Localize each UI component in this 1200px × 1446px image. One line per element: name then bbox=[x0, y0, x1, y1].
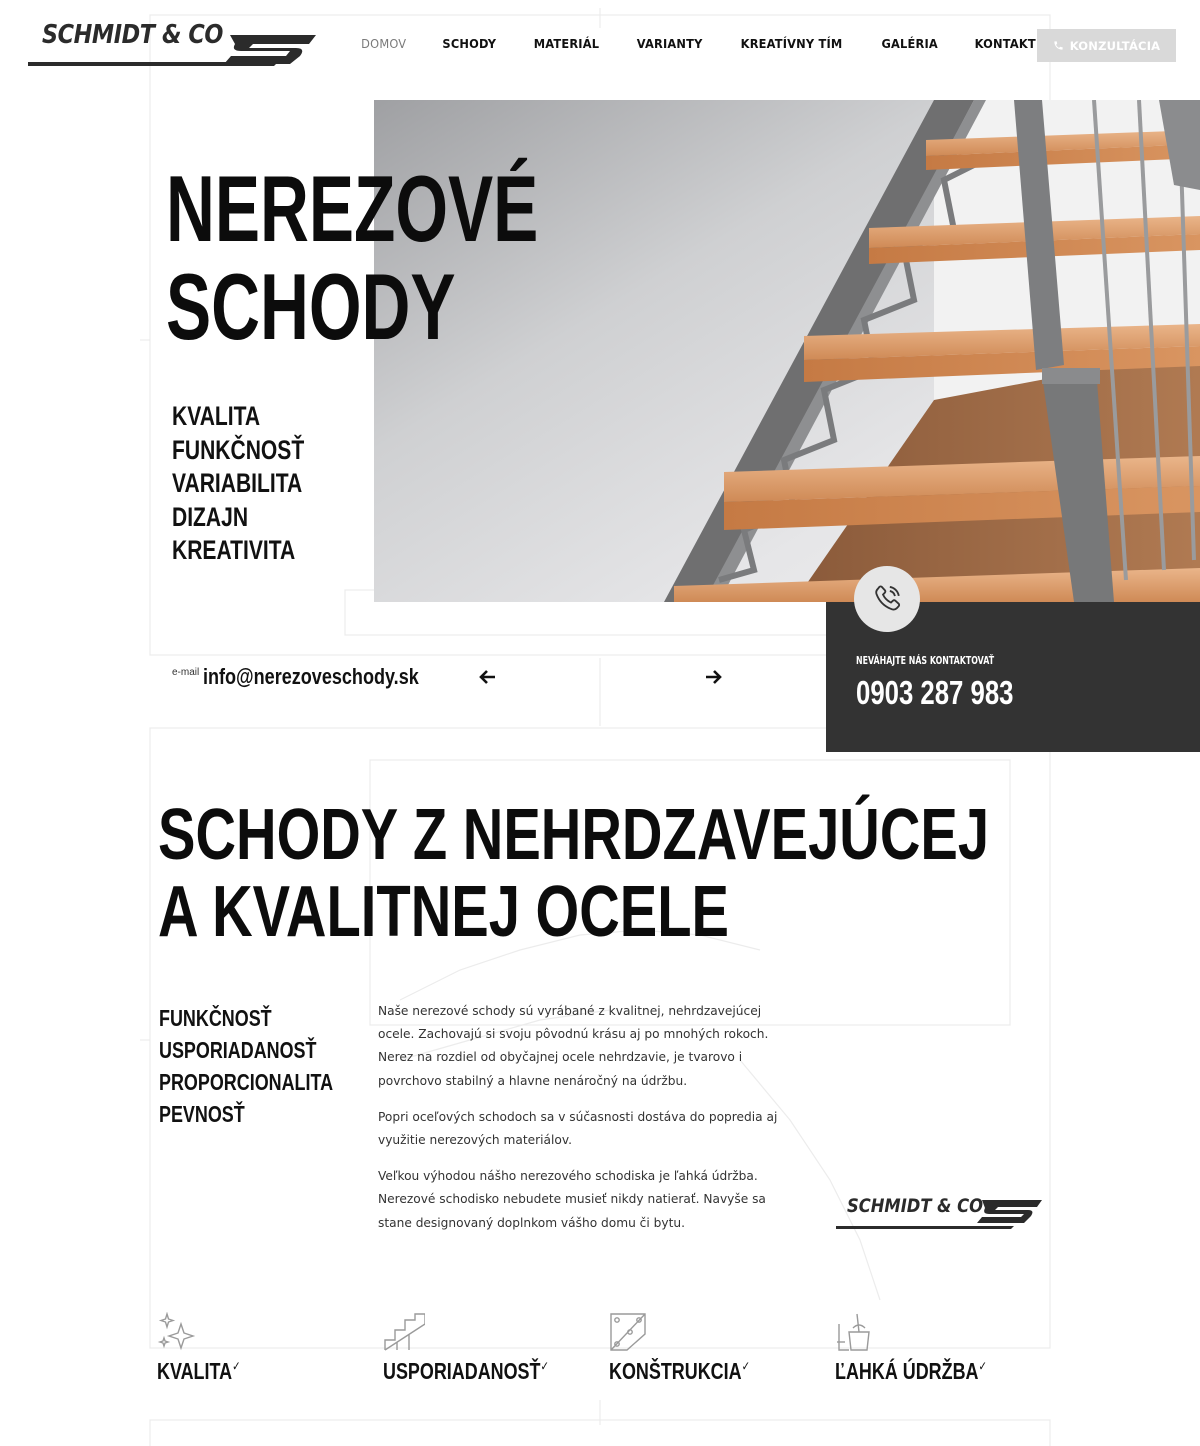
nav-item-schody[interactable]: SCHODY bbox=[442, 37, 497, 51]
nav-item-kreativny-tim[interactable]: KREATÍVNY TÍM bbox=[741, 37, 843, 51]
sparkles-icon bbox=[157, 1312, 199, 1352]
nav-item-galeria[interactable]: GALÉRIA bbox=[880, 37, 938, 51]
hero-feature-item: VARIABILITA bbox=[172, 468, 303, 498]
feature-konstrukcia bbox=[609, 1312, 809, 1392]
contact-phone-link[interactable]: 0903 287 983 bbox=[856, 674, 1014, 711]
hero-feature-item: KREATIVITA bbox=[172, 535, 296, 565]
konzultacia-label: KONZULTÁCIA bbox=[1069, 38, 1161, 53]
section-logo-text: SCHMIDT & CO bbox=[847, 1195, 984, 1217]
phone-icon bbox=[1053, 40, 1064, 51]
email-row bbox=[172, 664, 466, 690]
section-title-line1: SCHODY Z NEHRDZAVEJÚCEJ bbox=[158, 795, 990, 875]
section-body bbox=[378, 1000, 798, 1248]
email-link[interactable]: info@nerezoveschody.sk bbox=[203, 664, 419, 689]
konzultacia-button[interactable] bbox=[1037, 29, 1176, 62]
section-feature-item: PROPORCIONALITA bbox=[159, 1069, 334, 1095]
nav-item-material[interactable]: MATERIÁL bbox=[533, 37, 600, 51]
section-paragraph: Veľkou výhodou nášho nerezového schodiska je ľahká údržba. Nerezové schodisko nebudete musieť nikdy natierať. Navyše sa stane designovaný doplnkom vášho domu či bytu. bbox=[378, 1169, 766, 1230]
hero-title bbox=[166, 156, 539, 359]
phone-circle-button[interactable] bbox=[854, 566, 920, 632]
feature-label-text: KONŠTRUKCIA bbox=[609, 1358, 742, 1384]
arrow-left-icon[interactable] bbox=[478, 667, 498, 687]
hero-feature-item: DIZAJN bbox=[172, 501, 249, 532]
section-feature-item: USPORIADANOSŤ bbox=[159, 1037, 317, 1063]
arrow-right-icon[interactable] bbox=[703, 667, 723, 687]
mop-bucket-icon bbox=[835, 1312, 877, 1352]
nav-item-domov[interactable]: DOMOV bbox=[361, 37, 407, 51]
logo-text: SCHMIDT & CO bbox=[42, 20, 223, 50]
email-label: e-mail bbox=[172, 667, 200, 678]
feature-label bbox=[383, 1358, 549, 1385]
section-title-line2: A KVALITNEJ OCELE bbox=[158, 872, 730, 952]
section-feature-item: FUNKČNOSŤ bbox=[159, 1005, 272, 1031]
phone-icon bbox=[870, 582, 904, 616]
main-nav bbox=[343, 37, 1054, 51]
check-icon: ✓ bbox=[741, 1358, 751, 1374]
bracket-plate-icon bbox=[609, 1312, 651, 1352]
hero-title-line2: SCHODY bbox=[166, 254, 456, 359]
feature-label bbox=[609, 1358, 750, 1385]
feature-usporiadanost bbox=[383, 1312, 583, 1392]
section-feature-item: PEVNOSŤ bbox=[159, 1101, 245, 1127]
nav-item-kontakt[interactable]: KONTAKT bbox=[974, 37, 1036, 51]
feature-label bbox=[835, 1358, 987, 1385]
nav-item-varianty[interactable]: VARIANTY bbox=[636, 37, 703, 51]
feature-label-text: KVALITA bbox=[157, 1358, 233, 1384]
section-title bbox=[158, 797, 989, 951]
hero-feature-item: KVALITA bbox=[172, 401, 261, 431]
section-features bbox=[159, 1002, 382, 1130]
section-paragraph: Naše nerezové schody sú vyrábané z kvalitnej, nehrdzavejúcej ocele. Zachovajú si svoju pôvodnú krásu aj po mnohých rokoch. Nerez na rozdiel od obyčajnej ocele nehrdzavie, je tvarovo i povrchovo stabilný a hlavne nenáročný na údržbu. bbox=[378, 1004, 769, 1088]
feature-label-text: USPORIADANOSŤ bbox=[383, 1358, 541, 1384]
section-paragraph: Popri oceľových schodoch sa v súčasnosti dostáva do popredia aj využitie nerezových materiálov. bbox=[378, 1109, 778, 1148]
check-icon: ✓ bbox=[978, 1358, 988, 1374]
hero-feature-item: FUNKČNOSŤ bbox=[172, 434, 305, 465]
check-icon: ✓ bbox=[232, 1358, 241, 1374]
check-icon: ✓ bbox=[540, 1358, 549, 1374]
stairs-icon bbox=[383, 1312, 425, 1352]
contact-label: NEVÁHAJTE NÁS KONTAKTOVAŤ bbox=[856, 655, 995, 667]
hero-features bbox=[172, 400, 342, 568]
section-logo bbox=[836, 1194, 1046, 1234]
feature-kvalita bbox=[157, 1312, 357, 1392]
feature-label bbox=[157, 1358, 241, 1385]
brand-logo[interactable] bbox=[28, 18, 318, 68]
feature-lahka-udrzba bbox=[835, 1312, 1035, 1392]
hero-title-line1: NEREZOVÉ bbox=[166, 156, 539, 261]
feature-label-text: ĽAHKÁ ÚDRŽBA bbox=[835, 1358, 979, 1384]
